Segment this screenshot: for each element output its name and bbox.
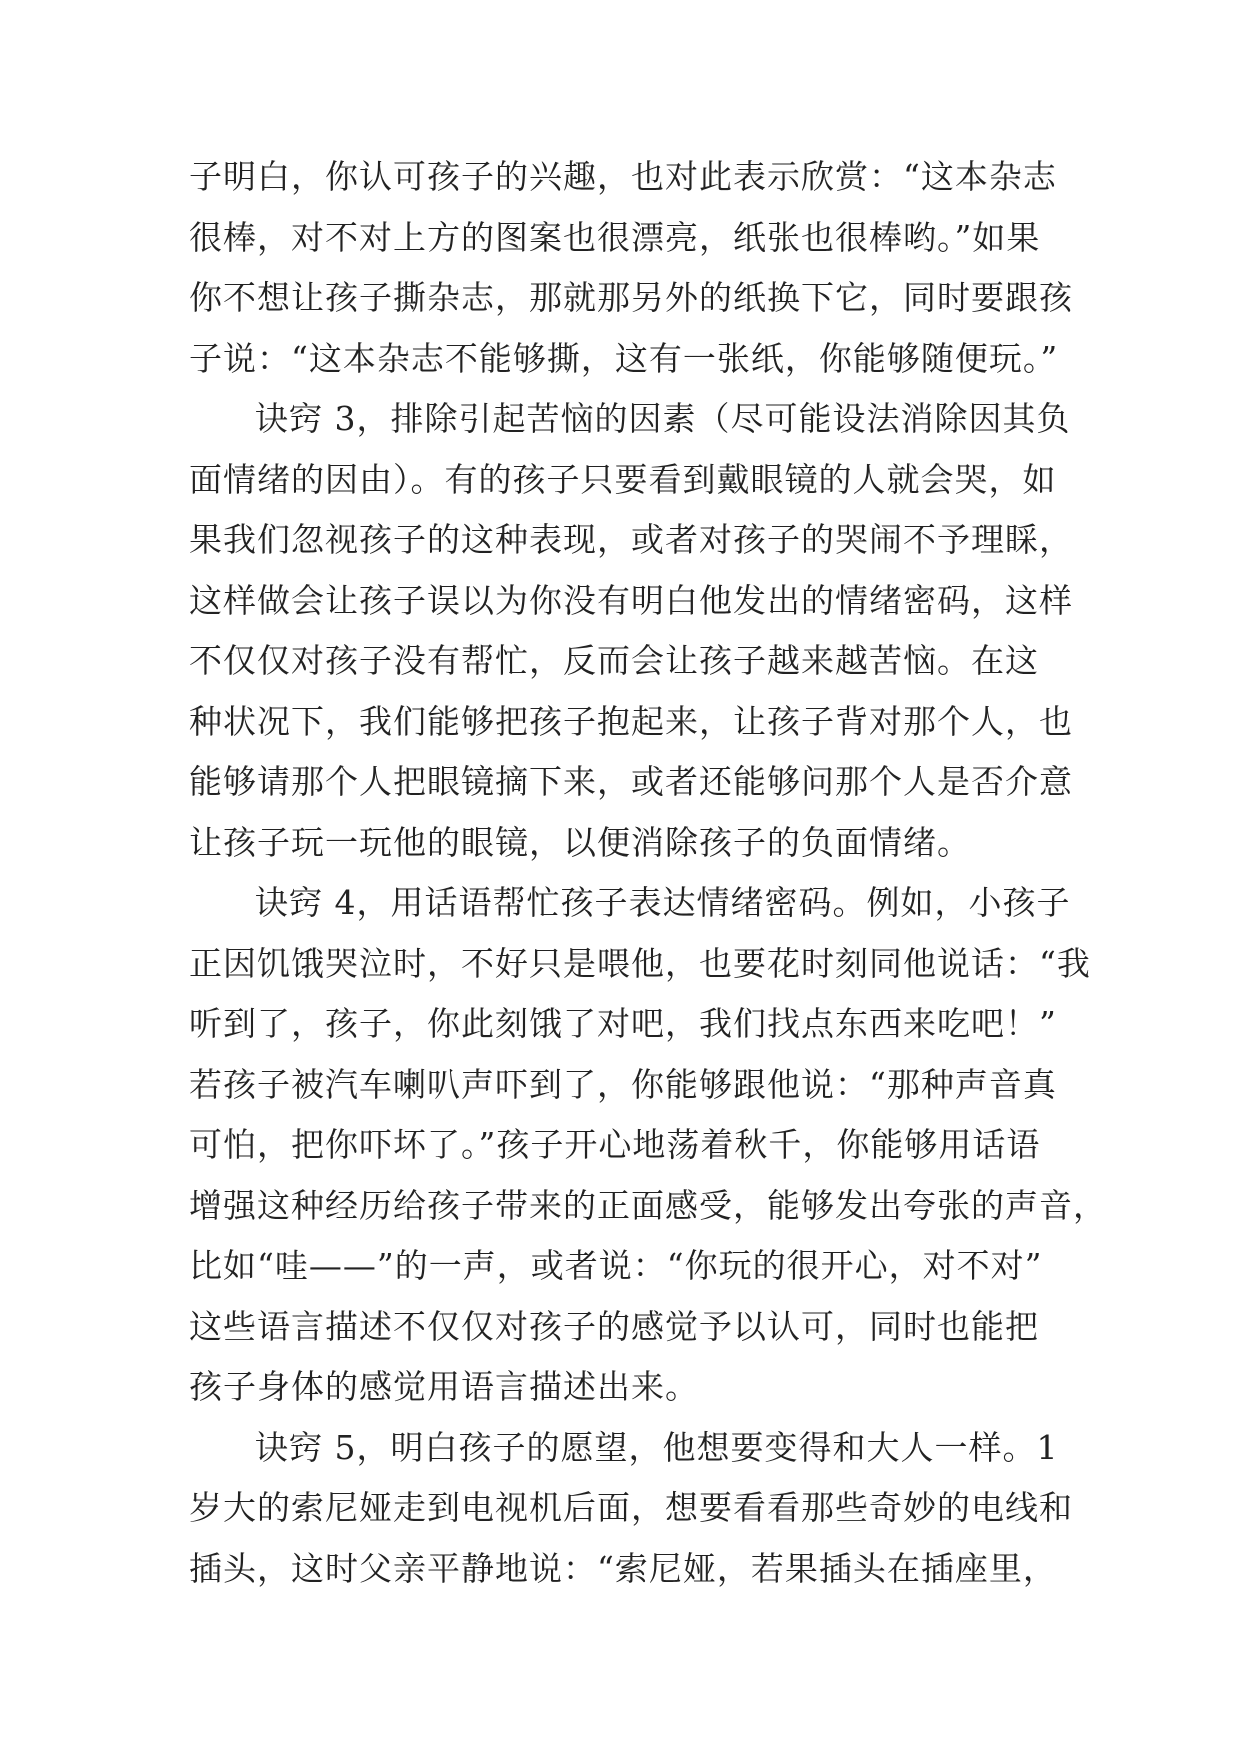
paragraph-4 (189, 1418, 1073, 1600)
text-line: 比如“哇——”的一声，或者说：“你玩的很开心，对不对” (189, 1246, 1043, 1285)
text-line: 果我们忽视孩子的这种表现，或者对孩子的哭闹不予理睬， (189, 520, 1073, 559)
text-line: 很棒，对不对上方的图案也很漂亮，纸张也很棒哟。”如果 (189, 217, 1041, 257)
text-line: 你不想让孩子撕杂志，那就那另外的纸换下它，同时要跟孩 (189, 278, 1073, 317)
text-line: 让孩子玩一玩他的眼镜，以便消除孩子的负面情绪。 (189, 822, 971, 862)
text-line: 诀窍 4，用话语帮忙孩子表达情绪密码。例如，小孩子 (255, 883, 1071, 922)
paragraph-1 (189, 147, 1073, 389)
text-line: 这些语言描述不仅仅对孩子的感觉予以认可，同时也能把 (189, 1306, 1039, 1346)
text-line: 插头，这时父亲平静地说：“索尼娅，若果插头在插座里， (189, 1548, 1057, 1588)
text-line: 若孩子被汽车喇叭声吓到了，你能够跟他说：“那种声音真 (189, 1064, 1057, 1104)
text-line: 不仅仅对孩子没有帮忙，反而会让孩子越来越苦恼。在这 (189, 641, 1039, 680)
paragraph-2 (189, 389, 1073, 873)
text-line: 诀窍 5，明白孩子的愿望，他想要变得和大人一样。1 (255, 1427, 1059, 1467)
paragraph-3 (189, 873, 1107, 1418)
text-line: 听到了，孩子，你此刻饿了对吧，我们找点东西来吃吧！” (189, 1004, 1057, 1043)
body-text (189, 147, 1107, 1599)
text-line: 孩子身体的感觉用语言描述出来。 (189, 1367, 699, 1406)
text-line: 岁大的索尼娅走到电视机后面，想要看看那些奇妙的电线和 (189, 1488, 1073, 1527)
text-line: 正因饥饿哭泣时，不好只是喂他，也要花时刻同他说话：“我 (189, 943, 1091, 983)
text-line: 子明白，你认可孩子的兴趣，也对此表示欣赏：“这本杂志 (189, 157, 1057, 196)
text-line: 面情绪的因由）。有的孩子只要看到戴眼镜的人就会哭，如 (189, 459, 1057, 499)
text-line: 可怕，把你吓坏了。”孩子开心地荡着秋千，你能够用话语 (189, 1125, 1041, 1164)
text-line: 子说：“这本杂志不能够撕，这有一张纸，你能够随便玩。” (189, 338, 1059, 378)
text-line: 种状况下，我们能够把孩子抱起来，让孩子背对那个人，也 (189, 701, 1073, 741)
text-line: 诀窍 3，排除引起苦恼的因素（尽可能设法消除因其负 (255, 399, 1071, 438)
text-line: 能够请那个人把眼镜摘下来，或者还能够问那个人是否介意 (189, 762, 1073, 801)
text-line: 这样做会让孩子误以为你没有明白他发出的情绪密码，这样 (189, 580, 1073, 620)
text-line: 增强这种经历给孩子带来的正面感受，能够发出夸张的声音， (189, 1185, 1107, 1225)
